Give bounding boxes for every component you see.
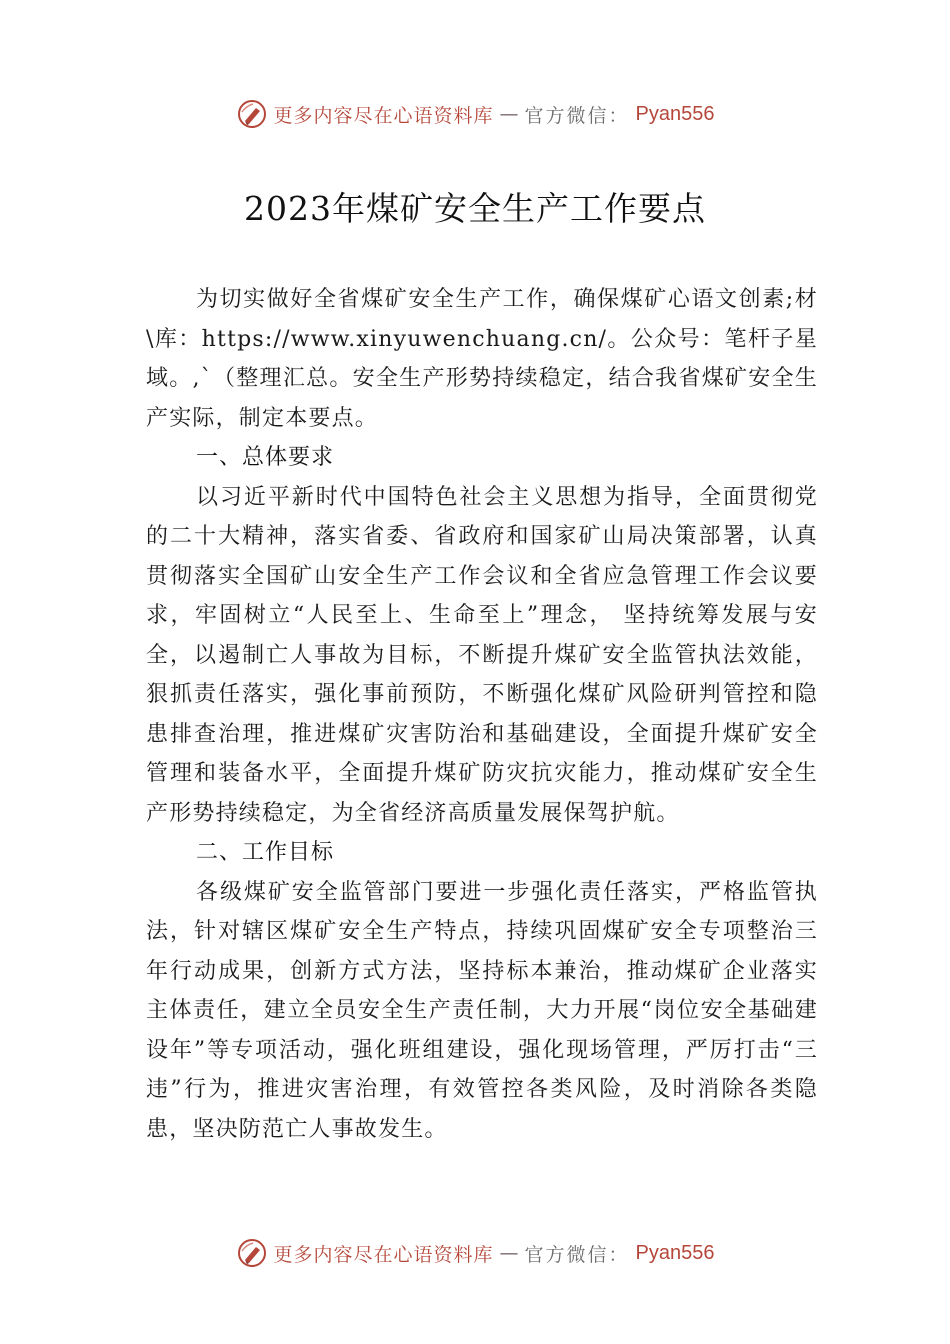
wechat-id: Pyan556 — [635, 102, 715, 125]
wechat-label: 官方微信： — [524, 1243, 630, 1266]
banner-dash: — — [499, 1242, 519, 1264]
section-heading-goals: 二、工作目标 — [196, 840, 335, 865]
document-body — [146, 280, 818, 1149]
intro-paragraph: 为切实做好全省煤矿安全生产工作，确保煤矿心语文创素;材\库：https://www.xinyuwenchuang.cn/。公众号：笔杆子星域。,`（整理汇总。安全生产形势持续稳定，结合我省煤矿安全生产实际，制定本要点。 — [146, 287, 818, 431]
footer-watermark — [0, 1233, 950, 1273]
banner-dash: — — [499, 103, 519, 125]
site-name: 更多内容尽在心语资料库 — [273, 104, 494, 127]
wechat-id: Pyan556 — [635, 1241, 715, 1264]
pen-nib-logo-icon — [236, 98, 268, 130]
wechat-label: 官方微信： — [524, 104, 630, 127]
site-name: 更多内容尽在心语资料库 — [273, 1243, 494, 1266]
section-heading-overall: 一、总体要求 — [196, 445, 335, 470]
pen-nib-logo-icon — [236, 1237, 268, 1269]
document-title: 2023年煤矿安全生产工作要点 — [244, 189, 706, 228]
section-body-overall: 以习近平新时代中国特色社会主义思想为指导，全面贯彻党的二十大精神，落实省委、省政府和国家矿山局决策部署，认真贯彻落实全国矿山安全生产工作会议和全省应急管理工作会议要求，牢固树立“人民至上、生命至上”理念， 坚持统筹发展与安全，以遏制亡人事故为目标，不断提升煤矿安全监管执法效能，狠抓责任落实，强化事前预防，不断强化煤矿风险研判管控和隐患排查治理，推进煤矿灾害防治和基础建设，全面提升煤矿安全管理和装备水平，全面提升煤矿防灾抗灾能力，推动煤矿安全生产形势持续稳定，为全省经济高质量发展保驾护航。 — [146, 484, 818, 826]
section-body-goals: 各级煤矿安全监管部门要进一步强化责任落实，严格监管执法，针对辖区煤矿安全生产特点，持续巩固煤矿安全专项整治三年行动成果，创新方式方法，坚持标本兼治，推动煤矿企业落实主体责任，建立全员安全生产责任制，大力开展“岗位安全基础建设年”等专项活动，强化班组建设，强化现场管理，严厉打击“三违”行为，推进灾害治理，有效管控各类风险，及时消除各类隐患，坚决防范亡人事故发生。 — [146, 879, 818, 1142]
header-watermark — [0, 94, 950, 134]
